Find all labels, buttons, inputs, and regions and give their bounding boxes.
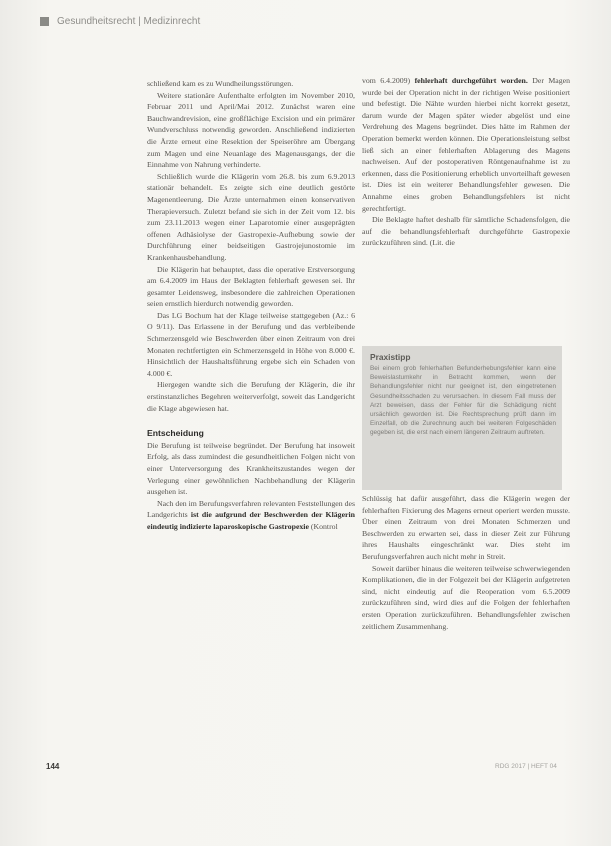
page-number: 144	[46, 762, 60, 771]
text-run: Nach den im Berufungsverfahren relevanten Feststellungen des Landgerichts	[147, 498, 355, 520]
emphasis-text: fehlerhaft durchgeführt worden.	[414, 76, 528, 85]
page-header	[40, 12, 200, 30]
paragraph: schließend kam es zu Wundheilungsstörungen.	[147, 79, 294, 88]
header-section-title: Gesundheitsrecht | Medizinrecht	[57, 15, 201, 27]
praxistipp-box	[362, 346, 562, 490]
left-column	[147, 78, 355, 533]
right-column-lower	[362, 493, 570, 632]
paragraph: Das LG Bochum hat der Klage teilweise stattgegeben (Az.: 6 O 9/11). Das Erlassene in der Berufung und das verbleibende Schmerzensgeld wie Beschwerden über einen Zeitraum von drei Monaten rechtfertigten ein Schmerzensgeld in Höhe von 8.000 €. Hinsichtlich der Haushaltsführung ergebe sich ein Schaden von 4.000 €.	[147, 310, 355, 378]
right-column	[362, 75, 570, 249]
section-heading-entscheidung: Entscheidung	[147, 428, 204, 439]
praxistipp-body: Bei einem grob fehlerhaften Befunderhebungsfehler kann eine Beweislastumkehr in Betracht kommen, wenn der Behandlungsfehler nicht nur geeignet ist, den eingetretenen Gesundheitsschaden zu verursachen. In diesem Fall muss der Arzt beweisen, dass der Fehler für die Schädigung nicht ursächlich geworden ist. Die Rechtsprechung prüft dann im Einzelfall, ob die Zurechnung auch bei weiteren Folgeschäden gegeben ist, die erst nach einem längeren Zeitraum auftreten.	[370, 365, 556, 437]
paragraph: Hiergegen wandte sich die Berufung der Klägerin, die ihr erstinstanzliches Begehren weiterverfolgt, soweit das Landgericht die Klage abgewiesen hat.	[147, 380, 355, 413]
text-run: vom 6.4.2009)	[362, 76, 415, 85]
paragraph: Schlüssig hat dafür ausgeführt, dass die Klägerin wegen der fehlerhaften Fixierung des Magens erneut operiert werden musste. Über einen Zeitraum von drei Monaten Schmerzen und Beschwerden zu erwarten sei, dass in dieser Zeit zur Führung ihres Haushalts eingeschränkt war. Dies steht im Berufungsverfahren auch nicht mehr in Streit.	[362, 494, 570, 561]
text-run: Der Magen wurde bei der Operation nicht in der richtigen Weise positioniert und befestigt. Die Nähte wurden hierbei nicht korrekt gesetzt, darum wurde der Magen später wieder abgelöst und eine Verdrehung des Magens begründet. Dies hätte im Rahmen der Operation bemerkt werden können. Die Operationsleistung selbst ließ sich an einer fehlerhaften Ablagerung des Magens nachweisen. Auf der postoperativen Röntgenaufnahme ist zu erkennen, dass die Positionierung erheblich unvorteilhaft gewesen ist. Dies ist ein weiterer Behandlungsfehler gewesen. Die Annahme eines groben Behandlungsfehlers ist nicht gerechtfertigt.	[362, 76, 570, 213]
section-marker-icon	[40, 17, 49, 26]
paragraph: Soweit darüber hinaus die weiteren teilweise schwerwiegenden Komplikationen, die in der Folgezeit bei der Klägerin aufgetreten sind, nicht eindeutig auf die Reoperation vom 6.5.2009 zurückzuführen sind, wird dies auf die Folgen der fehlerhaften ersten Operation zurückzuführen. Behandlungsfehler zwischen zeitlichem Zusammenhang.	[362, 563, 570, 631]
emphasis-text: ist die aufgrund der Beschwerden der Klägerin eindeutig indizierte laparoskopische Gastropexie	[147, 510, 355, 531]
paragraph	[362, 75, 570, 214]
paragraph	[147, 498, 355, 533]
text-run: (Kontrol	[308, 521, 338, 531]
paragraph: Weitere stationäre Aufenthalte erfolgten im November 2010, Februar 2011 und April/Mai 2012. Zunächst waren eine Bauchwandrevision, eine großflächige Excision und ein primärer Wundverschluss notwendig geworden. Anschließend indizierten die Ärzte erneut eine Resektion der Speiseröhre am Übergang zum Magen und eine Neuanlage des Magenausgangs, der die Einnahme von Nahrung verhinderte.	[147, 90, 355, 170]
praxistipp-title: Praxistipp	[370, 352, 411, 362]
paragraph: Die Berufung ist teilweise begründet. Der Berufung hat insoweit Erfolg, als dass zumindest die gesundheitlichen Folgen nicht von einer Unterversorgung des Krankheitszustandes wegen der Verlegung einer gewöhnlichen Nachbehandlung der Klägerin ausgehen ist.	[147, 440, 355, 497]
paragraph: Die Beklagte haftet deshalb für sämtliche Schadensfolgen, die auf die behandlungsfehlerhaft durchgeführte Gastropexie zurückzuführen sind. (Lit. die	[362, 215, 570, 248]
footer-journal: RDG 2017 | HEFT 04	[495, 763, 557, 770]
paragraph: Die Klägerin hat behauptet, dass die operative Erstversorgung am 6.4.2009 im Haus der Beklagten fehlerhaft gewesen sei. Ihr gesamter Leidensweg, insbesondere die zahlreichen Operationen seien ernstlich hierdurch notwendig geworden.	[147, 264, 355, 309]
paragraph: Schließlich wurde die Klägerin vom 26.8. bis zum 6.9.2013 stationär behandelt. Es zeigte sich eine deutlich gestörte Magenentleerung. Die Ärzte unternahmen einen konservativen Therapieversuch. Zuletzt befand sie sich in der Zeit vom 12. bis zum 23.11.2013 wegen einer Laparotomie einer ausgeprägten offenen Adhäsiolyse der Gastropexie-Aufhebung sowie der Durchführung einer beidseitigen Gastrojejunostomie im Krankenhausbehandlung.	[147, 171, 355, 262]
